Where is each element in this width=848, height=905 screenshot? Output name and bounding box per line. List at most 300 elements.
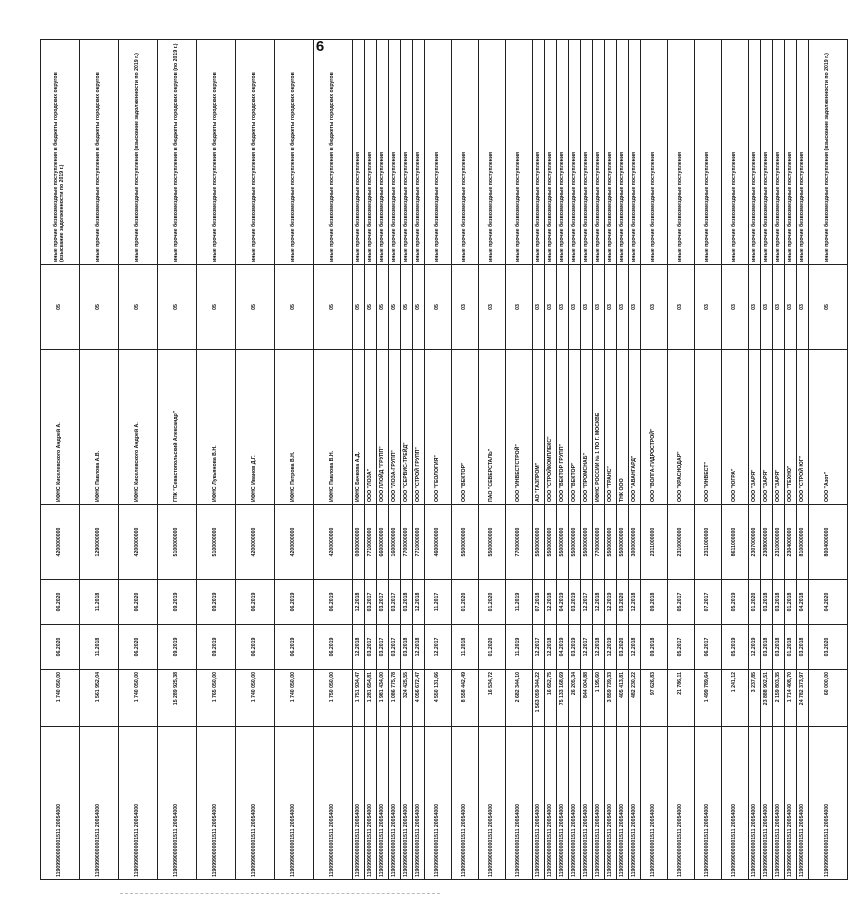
row-date-start-cell: 09.2019 xyxy=(158,625,197,670)
table-row xyxy=(314,40,353,880)
row-organization-cell: ООО "ЗАРЯ" xyxy=(749,350,761,505)
row-amount-cell: 324 425,55 xyxy=(401,670,413,727)
row-description-cell: иные прочие безвозмездные поступления xyxy=(593,40,605,265)
row-code-cell: 05 xyxy=(425,265,452,350)
row-code-cell: 05 xyxy=(197,265,236,350)
row-inn-cell: 2310000000 xyxy=(773,505,785,580)
table-row xyxy=(413,40,425,880)
row-description-cell: иные прочие безвозмездные поступления в бюджеты городских округов (по 2019 г.) xyxy=(158,40,197,265)
row-inn-cell: 1600000000 xyxy=(389,505,401,580)
row-description-cell: иные прочие безвозмездные поступления xyxy=(617,40,629,265)
row-amount-cell: 1 499 789,64 xyxy=(695,670,722,727)
row-organization-cell: ООО "АВАНГАРД" xyxy=(629,350,641,505)
row-date-end-cell: 11.2019 xyxy=(506,580,533,625)
row-kbk-cell: 11909990000001511 20054000 xyxy=(569,727,581,880)
row-amount-cell: 97 626,83 xyxy=(641,670,668,727)
row-organization-cell: ООО "ГЕОЛОГИЯ" xyxy=(425,350,452,505)
row-organization-cell: АО "ГАЗПРОМ" xyxy=(533,350,545,505)
row-code-cell: 03 xyxy=(593,265,605,350)
row-organization-cell: ООО "СТРОЙКОМПЛЕКС" xyxy=(545,350,557,505)
row-organization-cell: ИФНС Лукьянова В.Н. xyxy=(197,350,236,505)
row-inn-cell: 4200000000 xyxy=(314,505,353,580)
row-date-end-cell: 12.2017 xyxy=(581,580,593,625)
table-row xyxy=(581,40,593,880)
row-inn-cell: 5500000000 xyxy=(617,505,629,580)
row-amount-cell: 1 750 050,00 xyxy=(314,670,353,727)
row-date-end-cell: 06.2020 xyxy=(41,580,80,625)
row-organization-cell: ООО "ЛОЗА" xyxy=(365,350,377,505)
row-inn-cell: 4200000000 xyxy=(275,505,314,580)
row-date-end-cell: 03.2017 xyxy=(389,580,401,625)
row-description-cell: иные прочие безвозмездные поступления xyxy=(377,40,389,265)
row-inn-cell: 7700000000 xyxy=(593,505,605,580)
table-row xyxy=(593,40,605,880)
row-date-start-cell: 03.2017 xyxy=(365,625,377,670)
row-organization-cell: ООО "СТРОЙ ГРУПП" xyxy=(413,350,425,505)
row-inn-cell: 4200000000 xyxy=(41,505,80,580)
table-row xyxy=(197,40,236,880)
row-kbk-cell: 11909990000001511 20054000 xyxy=(365,727,377,880)
row-description-cell: иные прочие безвозмездные поступления xyxy=(761,40,773,265)
row-date-start-cell: 11.2019 xyxy=(506,625,533,670)
row-amount-cell: 1 241,12 xyxy=(722,670,749,727)
table-row xyxy=(506,40,533,880)
row-kbk-cell: 11909990000001511 20054000 xyxy=(581,727,593,880)
row-inn-cell: 8100000000 xyxy=(797,505,809,580)
row-date-end-cell: 05.2017 xyxy=(668,580,695,625)
row-inn-cell: 5100000000 xyxy=(197,505,236,580)
row-code-cell: 03 xyxy=(479,265,506,350)
row-organization-cell: ООО "ИНВЕСТСТРОЙ" xyxy=(506,350,533,505)
row-inn-cell: 5500000000 xyxy=(545,505,557,580)
row-kbk-cell: 11909990000001511 20054000 xyxy=(314,727,353,880)
row-inn-cell: 5500000000 xyxy=(581,505,593,580)
row-code-cell: 05 xyxy=(353,265,365,350)
row-kbk-cell: 11909990000001511 20054000 xyxy=(236,727,275,880)
row-date-start-cell: 03.2018 xyxy=(773,625,785,670)
row-description-cell: иные прочие безвозмездные поступления xyxy=(389,40,401,265)
row-description-cell: иные прочие безвозмездные поступления xyxy=(749,40,761,265)
row-code-cell: 03 xyxy=(797,265,809,350)
row-description-cell: иные прочие безвозмездные поступления xyxy=(425,40,452,265)
row-amount-cell: 1 740 050,00 xyxy=(236,670,275,727)
row-date-start-cell: 05.2017 xyxy=(668,625,695,670)
row-date-end-cell: 01.2020 xyxy=(479,580,506,625)
row-description-cell: иные прочие безвозмездные поступления xyxy=(569,40,581,265)
row-organization-cell: ПАО "СЕВЕРСТАЛЬ" xyxy=(479,350,506,505)
row-amount-cell: 4 550 131,66 xyxy=(425,670,452,727)
row-date-end-cell: 12.2018 xyxy=(545,580,557,625)
row-code-cell: 03 xyxy=(773,265,785,350)
row-kbk-cell: 11909990000001511 20054000 xyxy=(158,727,197,880)
row-description-cell: иные прочие безвозмездные поступления xyxy=(797,40,809,265)
row-kbk-cell: 11909990000001511 20054000 xyxy=(749,727,761,880)
row-amount-cell: 24 782 373,97 xyxy=(797,670,809,727)
row-description-cell: иные прочие безвозмездные поступления xyxy=(668,40,695,265)
table-row xyxy=(722,40,749,880)
row-code-cell: 05 xyxy=(401,265,413,350)
row-description-cell: иные прочие безвозмездные поступления xyxy=(641,40,668,265)
row-organization-cell: ООО "СЕРВИС-ТРЕЙД" xyxy=(401,350,413,505)
row-amount-cell: 16 534,72 xyxy=(479,670,506,727)
row-inn-cell: 2310000000 xyxy=(668,505,695,580)
row-date-start-cell: 12.2018 xyxy=(545,625,557,670)
row-organization-cell: ООО "ВЕКТОР ГРУПП" xyxy=(557,350,569,505)
row-inn-cell: 2311000000 xyxy=(641,505,668,580)
table-row xyxy=(365,40,377,880)
row-code-cell: 03 xyxy=(545,265,557,350)
row-kbk-cell: 11909990000001511 20054000 xyxy=(353,727,365,880)
row-amount-cell: 60 000,00 xyxy=(809,670,848,727)
table-row xyxy=(545,40,557,880)
table-row xyxy=(617,40,629,880)
rotated-table-container xyxy=(40,43,831,880)
row-code-cell: 03 xyxy=(761,265,773,350)
row-kbk-cell: 11909990000001511 20054000 xyxy=(452,727,479,880)
row-date-start-cell: 12.2017 xyxy=(581,625,593,670)
row-date-start-cell: 11.2018 xyxy=(452,625,479,670)
row-organization-cell: ИФНС Бачкова А.Д. xyxy=(353,350,365,505)
row-date-start-cell: 12.2019 xyxy=(749,625,761,670)
row-date-start-cell: 01.2020 xyxy=(479,625,506,670)
row-organization-cell: ООО "ЛОЗА-ГРУПП" xyxy=(389,350,401,505)
row-description-cell: иные прочие безвозмездные поступления xyxy=(785,40,797,265)
table-row xyxy=(605,40,617,880)
row-code-cell: 03 xyxy=(749,265,761,350)
row-kbk-cell: 11909990000001511 20054000 xyxy=(389,727,401,880)
row-code-cell: 03 xyxy=(533,265,545,350)
row-description-cell: иные прочие безвозмездные поступления xyxy=(353,40,365,265)
row-kbk-cell: 11909990000001511 20054000 xyxy=(785,727,797,880)
row-amount-cell: 26 205,34 xyxy=(569,670,581,727)
row-date-end-cell: 07.2017 xyxy=(695,580,722,625)
row-date-end-cell: 12.2018 xyxy=(593,580,605,625)
row-amount-cell: 1 563 059 344,22 xyxy=(533,670,545,727)
row-amount-cell: 2 159 803,35 xyxy=(773,670,785,727)
row-description-cell: иные прочие безвозмездные поступления xyxy=(506,40,533,265)
table-row xyxy=(809,40,848,880)
row-organization-cell: ООО "Азот" xyxy=(809,350,848,505)
row-inn-cell: 4200000000 xyxy=(236,505,275,580)
row-date-start-cell: 03.2017 xyxy=(389,625,401,670)
row-code-cell: 05 xyxy=(389,265,401,350)
row-amount-cell: 1 740 050,00 xyxy=(41,670,80,727)
row-code-cell: 03 xyxy=(452,265,479,350)
table-row xyxy=(353,40,365,880)
row-amount-cell: 1 740 050,00 xyxy=(275,670,314,727)
row-date-start-cell: 12.2018 xyxy=(353,625,365,670)
row-date-start-cell: 09.2019 xyxy=(197,625,236,670)
registry-table xyxy=(40,39,848,880)
row-kbk-cell: 11909990000001511 20054000 xyxy=(809,727,848,880)
row-kbk-cell: 11909990000001511 20054000 xyxy=(479,727,506,880)
row-description-cell: иные прочие безвозмездные поступления xyxy=(479,40,506,265)
row-date-end-cell: 03.2018 xyxy=(761,580,773,625)
row-date-end-cell: 12.2018 xyxy=(413,580,425,625)
row-inn-cell: 8004000000 xyxy=(809,505,848,580)
row-date-start-cell: 12.2018 xyxy=(593,625,605,670)
row-kbk-cell: 11909990000001511 20054000 xyxy=(797,727,809,880)
row-code-cell: 03 xyxy=(722,265,749,350)
table-row xyxy=(569,40,581,880)
row-inn-cell: 0000000000 xyxy=(353,505,365,580)
row-amount-cell: 482 230,22 xyxy=(629,670,641,727)
table-row xyxy=(236,40,275,880)
row-amount-cell: 1 714 408,70 xyxy=(785,670,797,727)
row-description-cell: иные прочие безвозмездные поступления xyxy=(557,40,569,265)
row-date-start-cell: 01.2018 xyxy=(785,625,797,670)
row-inn-cell: 5500000000 xyxy=(533,505,545,580)
row-description-cell: иные прочие безвозмездные поступления xyxy=(773,40,785,265)
row-amount-cell: 8 558 442,49 xyxy=(452,670,479,727)
row-organization-cell: ИФНС Киселевского Андрей А. xyxy=(119,350,158,505)
row-amount-cell: 1 195,60 xyxy=(593,670,605,727)
row-amount-cell: 1 281 654,81 xyxy=(365,670,377,727)
row-code-cell: 05 xyxy=(365,265,377,350)
row-date-end-cell: 12.2018 xyxy=(629,580,641,625)
row-organization-cell: ООО "ВЕКТОР" xyxy=(569,350,581,505)
row-date-end-cell: 06.2019 xyxy=(314,580,353,625)
row-inn-cell: 5500000000 xyxy=(569,505,581,580)
row-kbk-cell: 11909990000001511 20054000 xyxy=(761,727,773,880)
row-code-cell: 05 xyxy=(236,265,275,350)
row-kbk-cell: 11909990000001511 20054000 xyxy=(506,727,533,880)
row-inn-cell: 3000000000 xyxy=(629,505,641,580)
row-date-start-cell: 11.2018 xyxy=(80,625,119,670)
row-description-cell: иные прочие безвозмездные поступления xyxy=(605,40,617,265)
row-description-cell: иные прочие безвозмездные поступления xyxy=(545,40,557,265)
row-description-cell: иные прочие безвозмездные поступления xyxy=(365,40,377,265)
row-date-end-cell: 09.2018 xyxy=(641,580,668,625)
row-date-end-cell: 12.2019 xyxy=(605,580,617,625)
table-row xyxy=(695,40,722,880)
row-description-cell: иные прочие безвозмездные поступления xyxy=(695,40,722,265)
row-kbk-cell: 11909990000001511 20054000 xyxy=(119,727,158,880)
row-date-end-cell: 07.2018 xyxy=(533,580,545,625)
row-code-cell: 05 xyxy=(275,265,314,350)
row-date-start-cell: 06.2017 xyxy=(695,625,722,670)
row-description-cell: иные прочие безвозмездные поступления xyxy=(413,40,425,265)
row-code-cell: 05 xyxy=(41,265,80,350)
table-row xyxy=(41,40,80,880)
row-organization-cell: ИФНС Павлова В.Н. xyxy=(314,350,353,505)
row-inn-cell: 8611000000 xyxy=(722,505,749,580)
row-date-end-cell: 03.2020 xyxy=(617,580,629,625)
row-kbk-cell: 11909990000001511 20054000 xyxy=(533,727,545,880)
row-inn-cell: 5500000000 xyxy=(452,505,479,580)
row-date-start-cell: 12.2018 xyxy=(629,625,641,670)
row-date-start-cell: 03.2018 xyxy=(797,625,809,670)
row-date-end-cell: 03.2019 xyxy=(569,580,581,625)
row-organization-cell: ООО "ТЕХНО" xyxy=(785,350,797,505)
row-amount-cell: 1 981 434,00 xyxy=(377,670,389,727)
row-description-cell: иные прочие безвозмездные поступления xyxy=(722,40,749,265)
row-kbk-cell: 11909990000001511 20054000 xyxy=(605,727,617,880)
row-kbk-cell: 11909990000001511 20054000 xyxy=(377,727,389,880)
row-date-end-cell: 06.2019 xyxy=(236,580,275,625)
row-date-end-cell: 04.2019 xyxy=(557,580,569,625)
row-date-end-cell: 12.2018 xyxy=(353,580,365,625)
row-date-start-cell: 12.2017 xyxy=(533,625,545,670)
table-row xyxy=(389,40,401,880)
row-organization-cell: ИФНС РОССИИ № 1 ПО Г. МОСКВЕ xyxy=(593,350,605,505)
row-kbk-cell: 11909990000001511 20054000 xyxy=(401,727,413,880)
row-inn-cell: 7710000000 xyxy=(365,505,377,580)
row-kbk-cell: 11909990000001511 20054000 xyxy=(593,727,605,880)
row-code-cell: 05 xyxy=(119,265,158,350)
table-row xyxy=(557,40,569,880)
row-inn-cell: 6600000000 xyxy=(377,505,389,580)
row-date-start-cell: 03.2020 xyxy=(617,625,629,670)
row-organization-cell: ООО ЛЛОЙД "ГРУПП" xyxy=(377,350,389,505)
row-inn-cell: 2311000000 xyxy=(695,505,722,580)
row-amount-cell: 75 133 168,69 xyxy=(557,670,569,727)
row-inn-cell: 7700000000 xyxy=(401,505,413,580)
row-description-cell: иные прочие безвозмездные поступления в бюджеты городских округов (взыскание задолженности по 2019 г.) xyxy=(41,40,80,265)
row-date-start-cell: 09.2018 xyxy=(641,625,668,670)
row-code-cell: 05 xyxy=(158,265,197,350)
row-description-cell: иные прочие безвозмездные поступления в бюджеты городских округов xyxy=(314,40,353,265)
table-row xyxy=(425,40,452,880)
table-row xyxy=(629,40,641,880)
row-amount-cell: 21 786,11 xyxy=(668,670,695,727)
row-date-end-cell: 03.2018 xyxy=(773,580,785,625)
row-inn-cell: 4200000000 xyxy=(119,505,158,580)
row-code-cell: 03 xyxy=(641,265,668,350)
row-code-cell: 05 xyxy=(413,265,425,350)
row-date-start-cell: 06.2019 xyxy=(236,625,275,670)
row-kbk-cell: 11909990000001511 20054000 xyxy=(80,727,119,880)
row-organization-cell: ООО "КРАСНОДАР" xyxy=(668,350,695,505)
row-description-cell: иные прочие безвозмездные поступления в бюджеты городских округов xyxy=(275,40,314,265)
row-date-start-cell: 06.2019 xyxy=(314,625,353,670)
row-amount-cell: 2 682 344,10 xyxy=(506,670,533,727)
row-date-start-cell: 03.2018 xyxy=(401,625,413,670)
row-date-end-cell: 11.2018 xyxy=(80,580,119,625)
row-date-start-cell: 06.2019 xyxy=(275,625,314,670)
row-date-start-cell: 12.2019 xyxy=(605,625,617,670)
row-amount-cell: 1 740 050,00 xyxy=(119,670,158,727)
row-inn-cell: 5500000000 xyxy=(479,505,506,580)
row-date-start-cell: 04.2019 xyxy=(557,625,569,670)
table-row xyxy=(452,40,479,880)
row-code-cell: 05 xyxy=(809,265,848,350)
row-date-start-cell: 06.2020 xyxy=(41,625,80,670)
row-code-cell: 05 xyxy=(314,265,353,350)
row-organization-cell: ООО "ЮГРА" xyxy=(722,350,749,505)
table-row xyxy=(80,40,119,880)
row-date-start-cell: 03.2017 xyxy=(377,625,389,670)
row-amount-cell: 1 561 952,04 xyxy=(80,670,119,727)
row-description-cell: иные прочие безвозмездные поступления xyxy=(629,40,641,265)
table-row xyxy=(401,40,413,880)
row-inn-cell: 7700000000 xyxy=(506,505,533,580)
row-kbk-cell: 11909990000001511 20054000 xyxy=(197,727,236,880)
row-kbk-cell: 11909990000001511 20054000 xyxy=(545,727,557,880)
row-inn-cell: 4600000000 xyxy=(425,505,452,580)
row-organization-cell: ИФНС Петрова В.Н. xyxy=(275,350,314,505)
row-kbk-cell: 11909990000001511 20054000 xyxy=(425,727,452,880)
row-organization-cell: ГПК "Севастопольский Александр" xyxy=(158,350,197,505)
row-date-start-cell: 12.2018 xyxy=(413,625,425,670)
row-inn-cell: 7710000000 xyxy=(413,505,425,580)
row-date-end-cell: 04.2018 xyxy=(797,580,809,625)
row-date-end-cell: 09.2019 xyxy=(158,580,197,625)
row-amount-cell: 1 765 050,00 xyxy=(197,670,236,727)
row-description-cell: иные прочие безвозмездные поступления xyxy=(581,40,593,265)
row-date-end-cell: 03.2017 xyxy=(377,580,389,625)
row-code-cell: 03 xyxy=(605,265,617,350)
row-description-cell: иные прочие безвозмездные поступления xyxy=(452,40,479,265)
row-amount-cell: 1 751 934,47 xyxy=(353,670,365,727)
table-row xyxy=(641,40,668,880)
table-row xyxy=(119,40,158,880)
scan-artifact-line xyxy=(120,893,440,895)
row-code-cell: 05 xyxy=(377,265,389,350)
row-organization-cell: ТНК ООО xyxy=(617,350,629,505)
row-description-cell: иные прочие безвозмездные поступления в бюджеты городских округов xyxy=(236,40,275,265)
row-kbk-cell: 11909990000001511 20054000 xyxy=(722,727,749,880)
row-kbk-cell: 11909990000001511 20054000 xyxy=(641,727,668,880)
table-row xyxy=(761,40,773,880)
row-kbk-cell: 11909990000001511 20054000 xyxy=(41,727,80,880)
table-row xyxy=(785,40,797,880)
row-date-start-cell: 06.2020 xyxy=(119,625,158,670)
row-amount-cell: 1 086 775,78 xyxy=(389,670,401,727)
row-organization-cell: ИФНС Иванов Д.Г. xyxy=(236,350,275,505)
row-amount-cell: 4 056 672,47 xyxy=(413,670,425,727)
row-kbk-cell: 11909990000001511 20054000 xyxy=(629,727,641,880)
row-amount-cell: 3 859 739,33 xyxy=(605,670,617,727)
row-date-end-cell: 03.2017 xyxy=(365,580,377,625)
row-kbk-cell: 11909990000001511 20054000 xyxy=(695,727,722,880)
row-organization-cell: ООО "ТРАНС" xyxy=(605,350,617,505)
row-date-start-cell: 12.2017 xyxy=(425,625,452,670)
table-row xyxy=(158,40,197,880)
row-date-start-cell: 03.2018 xyxy=(761,625,773,670)
row-inn-cell: 5500000000 xyxy=(605,505,617,580)
row-inn-cell: 2304000000 xyxy=(785,505,797,580)
row-code-cell: 03 xyxy=(695,265,722,350)
row-date-end-cell: 11.2017 xyxy=(425,580,452,625)
row-description-cell: иные прочие безвозмездные поступления (взыскание задолженности по 2019 г.) xyxy=(809,40,848,265)
row-description-cell: иные прочие безвозмездные поступления в бюджеты городских округов xyxy=(80,40,119,265)
row-organization-cell: ООО "ПРОМСНАБ" xyxy=(581,350,593,505)
row-kbk-cell: 11909990000001511 20054000 xyxy=(275,727,314,880)
table-row xyxy=(275,40,314,880)
row-date-end-cell: 01.2018 xyxy=(785,580,797,625)
row-code-cell: 03 xyxy=(581,265,593,350)
row-kbk-cell: 11909990000001511 20054000 xyxy=(617,727,629,880)
row-organization-cell: ООО "СТРОЙ ЮГ" xyxy=(797,350,809,505)
table-row xyxy=(533,40,545,880)
row-amount-cell: 844 004,88 xyxy=(581,670,593,727)
row-date-end-cell: 04.2020 xyxy=(809,580,848,625)
table-row xyxy=(773,40,785,880)
table-row xyxy=(749,40,761,880)
row-amount-cell: 3 237,85 xyxy=(749,670,761,727)
row-code-cell: 03 xyxy=(557,265,569,350)
row-date-start-cell: 05.2019 xyxy=(722,625,749,670)
row-organization-cell: ИФНС Киселевского Андрей А. xyxy=(41,350,80,505)
row-organization-cell: ООО "ИНВЕСТ" xyxy=(695,350,722,505)
row-inn-cell: 5500000000 xyxy=(557,505,569,580)
row-code-cell: 03 xyxy=(668,265,695,350)
row-description-cell: иные прочие безвозмездные поступления (взыскание задолженности по 2019 г.) xyxy=(119,40,158,265)
row-date-end-cell: 01.2020 xyxy=(749,580,761,625)
table-row xyxy=(668,40,695,880)
row-code-cell: 03 xyxy=(785,265,797,350)
